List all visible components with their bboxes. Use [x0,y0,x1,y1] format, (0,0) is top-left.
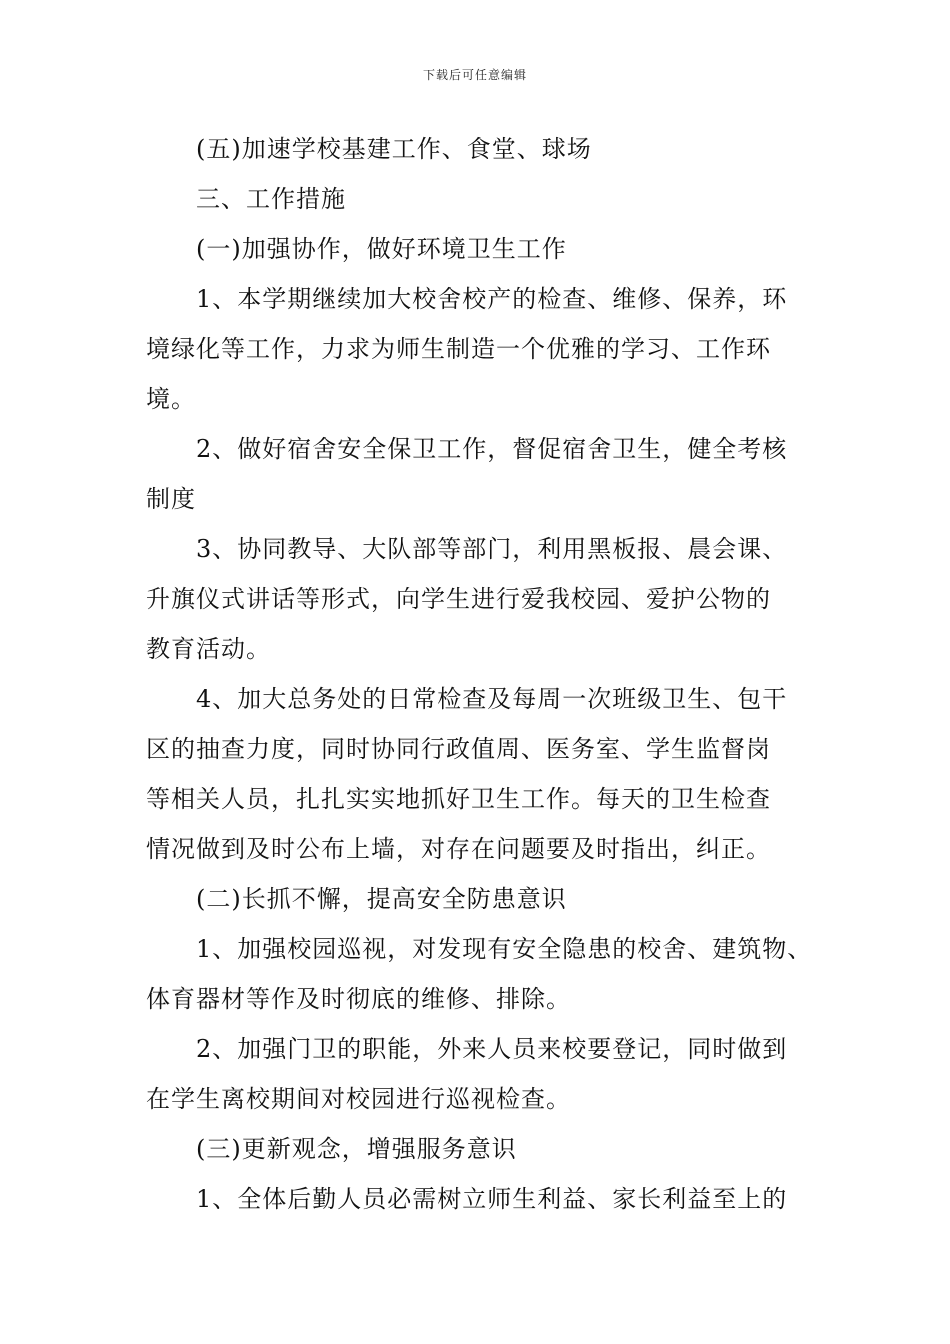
text-line: (五)加速学校基建工作、食堂、球场 [196,135,592,163]
section-heading [146,174,836,224]
paragraph [146,124,836,174]
text-line: 1、全体后勤人员必需树立师生利益、家长利益至上的 [196,1185,788,1213]
paragraph [146,274,836,424]
subsection-heading [146,874,836,924]
paragraph [146,674,836,874]
paragraph [146,1024,836,1124]
text-line: 区的抽查力度，同时协同行政值周、医务室、学生监督岗 [146,735,771,763]
text-line: 升旗仪式讲话等形式，向学生进行爱我校园、爱护公物的 [146,585,771,613]
text-line: 2、加强门卫的职能，外来人员来校要登记，同时做到 [196,1035,788,1063]
subsection-heading [146,224,836,274]
text-line: 等相关人员，扎扎实实地抓好卫生工作。每天的卫生检查 [146,785,771,813]
text-line: (二)长抓不懈，提高安全防患意识 [196,885,567,913]
text-line: 境。 [146,385,196,413]
text-line: 三、工作措施 [196,185,346,213]
text-line: 制度 [146,485,196,513]
text-line: 情况做到及时公布上墙，对存在问题要及时指出，纠正。 [146,835,771,863]
text-line: 2、做好宿舍安全保卫工作，督促宿舍卫生，健全考核 [196,435,788,463]
text-line: 境绿化等工作，力求为师生制造一个优雅的学习、工作环 [146,335,771,363]
document-body [146,124,836,1224]
text-line: 4、加大总务处的日常检查及每周一次班级卫生、包干 [196,685,788,713]
header-note: 下载后可任意编辑 [422,68,527,82]
subsection-heading [146,1124,836,1174]
paragraph [146,1174,836,1224]
text-line: 教育活动。 [146,635,271,663]
paragraph [146,524,836,674]
text-line: (一)加强协作，做好环境卫生工作 [196,235,567,263]
text-line: (三)更新观念，增强服务意识 [196,1135,517,1163]
text-line: 3、协同教导、大队部等部门，利用黑板报、晨会课、 [196,535,788,563]
paragraph [146,924,836,1024]
paragraph [146,424,836,524]
text-line: 1、加强校园巡视，对发现有安全隐患的校舍、建筑物、 [196,935,813,963]
text-line: 1、本学期继续加大校舍校产的检查、维修、保养，环 [196,285,788,313]
text-line: 在学生离校期间对校园进行巡视检查。 [146,1085,571,1113]
text-line: 体育器材等作及时彻底的维修、排除。 [146,985,571,1013]
